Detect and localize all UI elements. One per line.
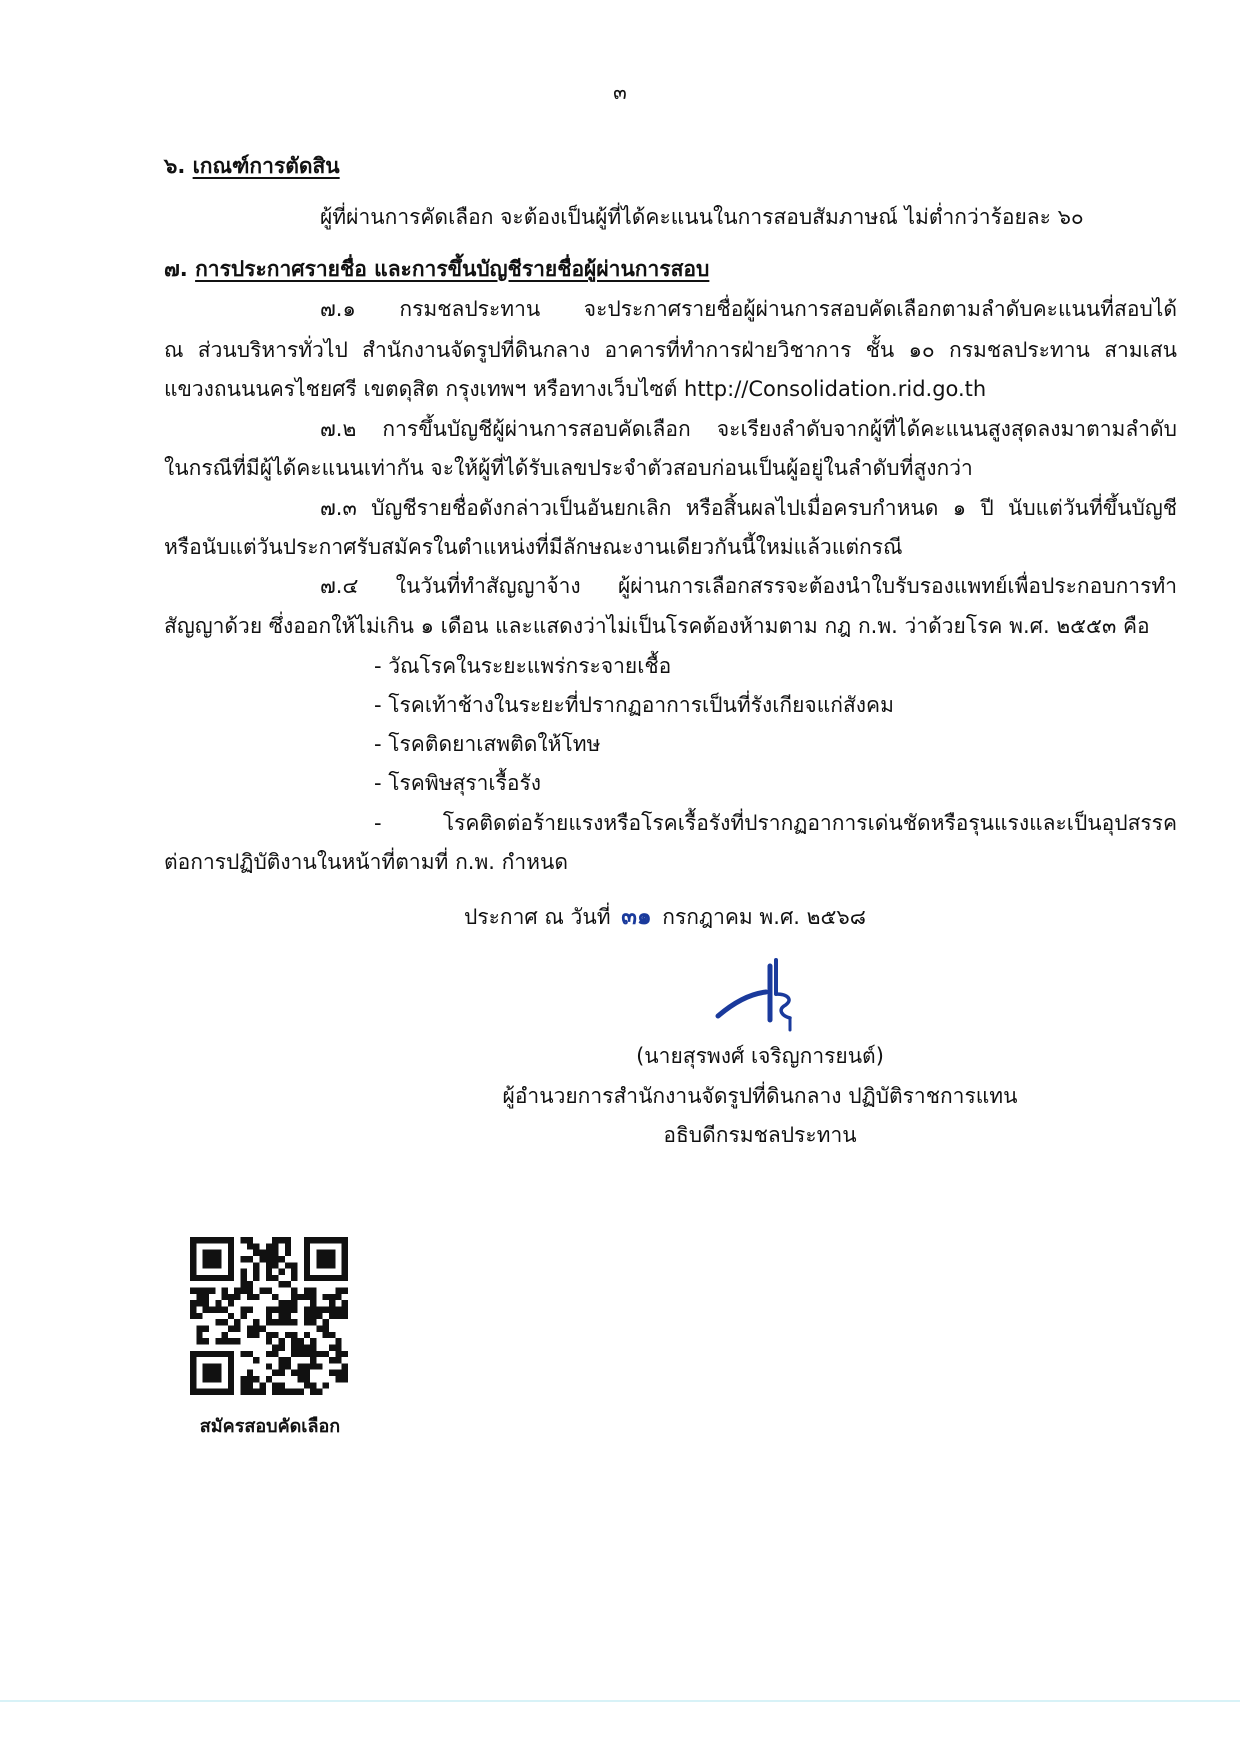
paragraph-7-3-line-2: หรือนับแต่วันประกาศรับสมัครในตำแหน่งที่มีลักษณะงานเดียวกันนี้ใหม่แล้วแต่กรณี xyxy=(164,535,903,559)
paragraph-7-2-line-1: ๗.๒ การขึ้นบัญชีผู้ผ่านการสอบคัดเลือก จะเรียงลำดับจากผู้ที่ได้คะแนนสูงสุดลงมาตามลำดับ xyxy=(320,417,1177,441)
section-6-title: เกณฑ์การตัดสิน xyxy=(192,154,340,178)
section-6-body: ผู้ที่ผ่านการคัดเลือก จะต้องเป็นผู้ที่ได้คะแนนในการสอบสัมภาษณ์ ไม่ต่ำกว่าร้อยละ ๖๐ xyxy=(320,205,1084,229)
signatory-position: ผู้อำนวยการสำนักงานจัดรูปที่ดินกลาง ปฏิบัติราชการแทน xyxy=(502,1084,1018,1108)
signatory-name: (นายสุรพงศ์ เจริญการยนต์) xyxy=(636,1044,884,1068)
qr-caption: สมัครสอบคัดเลือก xyxy=(199,1416,341,1437)
signatory-org: อธิบดีกรมชลประทาน xyxy=(663,1123,857,1147)
paragraph-7-1-line-1: ๗.๑ กรมชลประทาน จะประกาศรายชื่อผู้ผ่านการสอบคัดเลือกตามลำดับคะแนนที่สอบได้ xyxy=(320,297,1177,321)
announcement-day: ๓๑ xyxy=(621,904,652,930)
section-7-title: การประกาศรายชื่อ และการขึ้นบัญชีรายชื่อผู้ผ่านการสอบ xyxy=(195,257,710,281)
section-6-heading xyxy=(164,151,340,181)
qr-code[interactable] xyxy=(190,1237,348,1395)
section-7-heading xyxy=(164,254,709,284)
page-number: ๓ xyxy=(613,80,627,104)
announcement-suffix: กรกฎาคม พ.ศ. ๒๕๖๘ xyxy=(662,905,866,929)
section-6-number: ๖. xyxy=(164,154,186,178)
disease-item: - โรคติดยาเสพติดให้โทษ xyxy=(374,732,601,756)
paragraph-7-4-line-1: ๗.๔ ในวันที่ทำสัญญาจ้าง ผู้ผ่านการเลือกสรรจะต้องนำใบรับรองแพทย์เพื่อประกอบการทำ xyxy=(320,574,1177,598)
section-7-number: ๗. xyxy=(164,257,188,281)
announcement-prefix: ประกาศ ณ วันที่ xyxy=(464,905,611,929)
disease-item-continuation: ต่อการปฏิบัติงานในหน้าที่ตามที่ ก.พ. กำหนด xyxy=(164,850,568,874)
paragraph-7-1-line-3: แขวงถนนนครไชยศรี เขตดุสิต กรุงเทพฯ หรือทางเว็บไซต์ http://Consolidation.rid.go.th xyxy=(164,377,987,401)
paragraph-7-1-line-2: ณ ส่วนบริหารทั่วไป สำนักงานจัดรูปที่ดินกลาง อาคารที่ทำการฝ่ายวิชาการ ชั้น ๑๐ กรมชลประทาน สามเสน xyxy=(164,338,1177,362)
paragraph-7-4-line-2: สัญญาด้วย ซึ่งออกให้ไม่เกิน ๑ เดือน และแสดงว่าไม่เป็นโรคต้องห้ามตาม กฎ ก.พ. ว่าด้วยโรค พ.ศ. ๒๕๕๓ คือ xyxy=(164,614,1150,638)
signature xyxy=(710,954,820,1034)
disease-item: - วัณโรคในระยะแพร่กระจายเชื้อ xyxy=(374,654,672,678)
disease-item: - โรคติดต่อร้ายแรงหรือโรคเรื้อรังที่ปรากฏอาการเด่นชัดหรือรุนแรงและเป็นอุปสรรค xyxy=(374,811,1177,835)
announcement-date xyxy=(464,902,866,932)
paragraph-7-3-line-1: ๗.๓ บัญชีรายชื่อดังกล่าวเป็นอันยกเลิก หรือสิ้นผลไปเมื่อครบกำหนด ๑ ปี นับแต่วันที่ขึ้นบัญชี xyxy=(320,496,1177,520)
paragraph-7-2-line-2: ในกรณีที่มีผู้ได้คะแนนเท่ากัน จะให้ผู้ที่ได้รับเลขประจำตัวสอบก่อนเป็นผู้อยู่ในลำดับที่สูงกว่า xyxy=(164,456,973,480)
scan-edge-line xyxy=(0,1700,1240,1702)
disease-item: - โรคพิษสุราเรื้อรัง xyxy=(374,771,542,795)
disease-item: - โรคเท้าช้างในระยะที่ปรากฏอาการเป็นที่รังเกียจแก่สังคม xyxy=(374,693,894,717)
